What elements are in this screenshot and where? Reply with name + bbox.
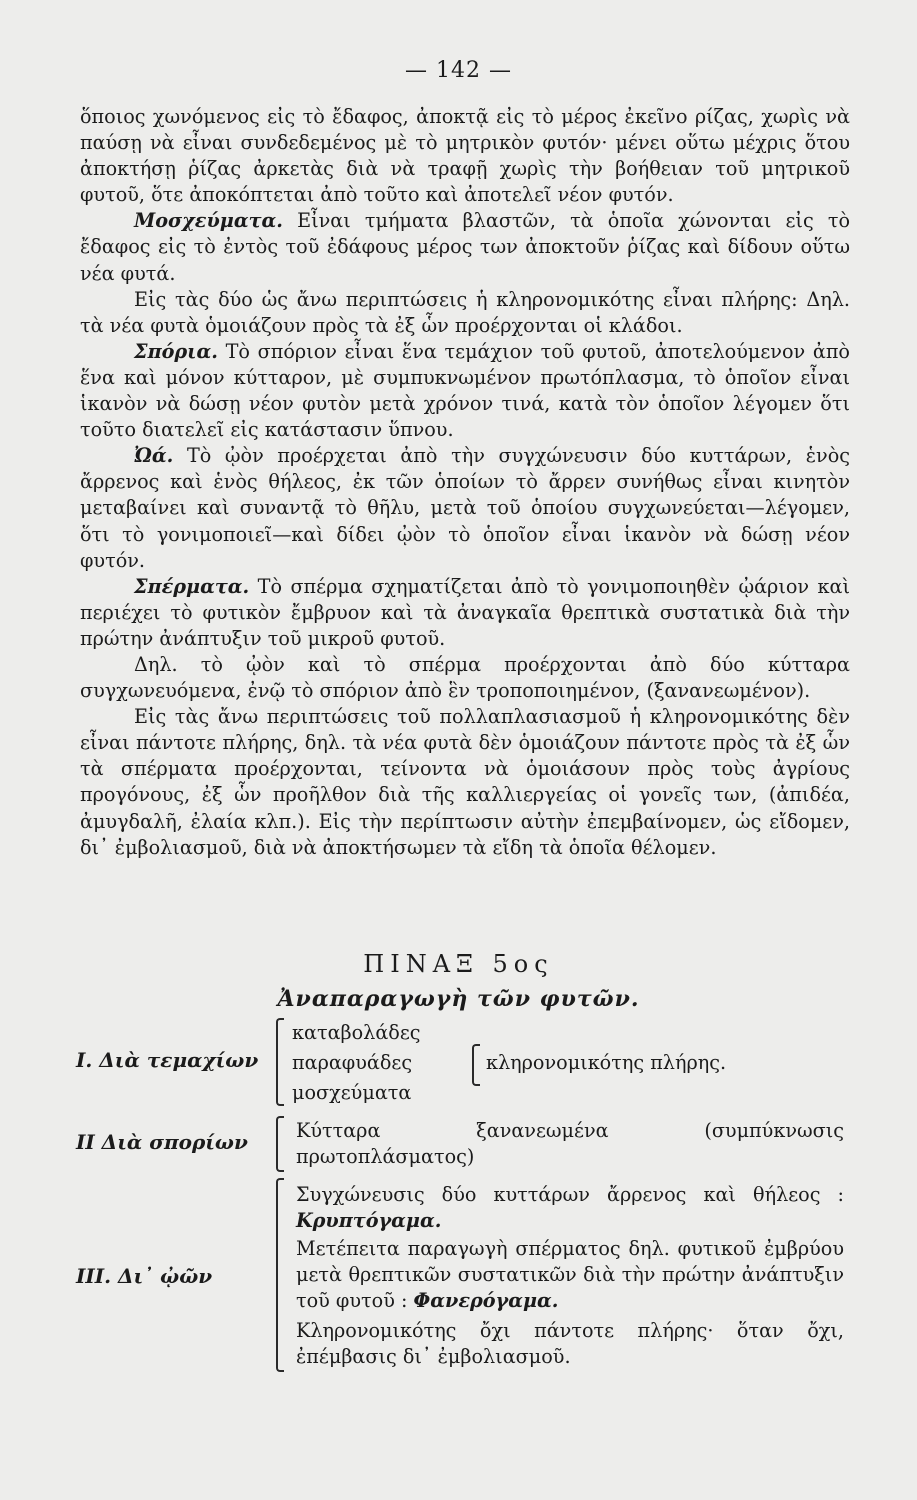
paragraph-lead: Ὠά. xyxy=(134,444,174,468)
paragraph-1: ὅποιος χωνόμενος εἰς τὸ ἔδαφος, ἀποκτᾷ εἰς τὸ μέρος ἐκεῖνο ρίζας, χωρὶς νὰ παύσῃ νὰ εἶναι συνδεδεμένος μὲ τὸ μητρικὸν φυτόν· μένει οὕτω μέχρις ὅτου ἀποκτήσῃ ῥίζας ἀρκετὰς διὰ νὰ τραφῇ χωρὶς τὴν βοήθειαν τοῦ μητρικοῦ φυτοῦ, ὅτε ἀποκόπτεται ἀπὸ τοῦτο καὶ ἀποτελεῖ νέον φυτόν. xyxy=(80,105,850,207)
table-subtitle: Ἀναπαραγωγὴ τῶν φυτῶν. xyxy=(277,986,640,1012)
table-entry: Μετέπειτα παραγωγὴ σπέρματος δηλ. φυτικοῦ ἐμβρύου μετὰ θρεπτικῶν συστατικῶν διὰ τὴν πρώτην ἀνάπτυξιν τοῦ φυτοῦ : Φανερόγαμα. xyxy=(296,1237,844,1312)
paragraph-moscheumata: Μοσχεύματα. Εἶναι τμήματα βλαστῶν, τὰ ὁποῖα χώνονται εἰς τὸ ἔδαφος εἰς τὸ ἐντὸς τοῦ ἐδάφους μέρος των ἀποκτοῦν ῥίζας καὶ δίδουν οὕτω νέα φυτά. xyxy=(80,209,850,285)
table-text: Κύτταρα ξανανεωμένα (συμπύκνωσις πρωτοπλάσματος) xyxy=(296,1119,844,1168)
table-note: κληρονομικότης πλήρης. xyxy=(486,1051,727,1074)
table-item: παραφυάδες xyxy=(292,1051,413,1074)
paragraph-oa: Ὠά. Τὸ ᾠὸν προέρχεται ἀπὸ τὴν συγχώνευσιν δύο κυττάρων, ἑνὸς ἄρρενος καὶ ἑνὸς θήλεος, ἐκ τῶν ὁποίων τὸ ἄρρεν συνήθως εἶναι κινητὸν μεταβαίνει καὶ συναντᾷ τὸ θῆλυ, μετὰ τοῦ ὁποίου συγχωνεύεται—λέγομεν, ὅτι τὸ γονιμοποιεῖ—καὶ δίδει ᾠὸν τὸ ὁποῖον εἶναι ἱκανὸν νὰ δώσῃ νέον φυτόν. xyxy=(80,444,850,572)
table-row-label-1: I. Διὰ τεμαχίων xyxy=(76,1048,259,1072)
brace xyxy=(472,1044,480,1086)
table-row-label-2: II Διὰ σπορίων xyxy=(76,1130,248,1154)
paragraph-spermata: Σπέρματα. Τὸ σπέρμα σχηματίζεται ἀπὸ τὸ γονιμοποιηθὲν ᾠάριον καὶ περιέχει τὸ φυτικὸν ἔμβρυον καὶ τὰ ἀναγκαῖα θρεπτικὰ συστατικὰ διὰ τὴν πρώτην ἀνάπτυξιν τοῦ μικροῦ φυτοῦ. xyxy=(80,574,850,650)
paragraph-sporia: Σπόρια. Τὸ σπόριον εἶναι ἕνα τεμάχιον τοῦ φυτοῦ, ἀποτελούμενον ἀπὸ ἕνα καὶ μόνον κύτταρον, μὲ συμπυκνωμένον πρωτόπλασμα, τὸ ὁποῖον εἶναι ἱκανὸν νὰ δώσῃ νέον φυτὸν μετὰ χρόνον τινά, κατὰ τὸν ὁποῖον λέγομεν ὅτι τοῦτο διατελεῖ εἰς κατάστασιν ὕπνου. xyxy=(80,339,850,442)
paragraph-lead: Σπέρματα. xyxy=(134,574,250,598)
table-title: ΠΙΝΑΞ 5ος xyxy=(363,950,554,978)
table-entry: Κληρονομικότης ὄχι πάντοτε πλήρης· ὅταν ὄχι, ἐπέμβασις δι᾿ ἐμβολιασμοῦ. xyxy=(296,1319,844,1368)
brace xyxy=(276,1018,284,1106)
table-row-label-3: III. Δι᾿ ᾠῶν xyxy=(76,1264,213,1288)
table-term: Φανερόγαμα. xyxy=(413,1289,559,1312)
paragraph-7: Δηλ. τὸ ᾠὸν καὶ τὸ σπέρμα προέρχονται ἀπὸ δύο κύτταρα συγχωνευόμενα, ἐνῷ τὸ σπόριον ἀπὸ ἓν τροποποιημένον, (ξανανεωμένον). xyxy=(80,652,850,703)
paragraph-8: Εἰς τὰς ἄνω περιπτώσεις τοῦ πολλαπλασιασμοῦ ἡ κληρονομικότης δὲν εἶναι πάντοτε πλήρης, δηλ. τὰ νέα φυτὰ δὲν ὁμοιάζουν πάντοτε πρὸς τὰ ἐξ ὧν τὰ σπέρματα προέρχονται, τείνοντα νὰ ὁμοιάσουν πρὸς τοὺς ἀγρίους προγόνους, ἐξ ὧν προῆλθον διὰ τῆς καλλιεργείας οἱ γονεῖς των, (ἀπιδέα, ἀμυγδαλῆ, ἐλαία κλπ.). Εἰς τὴν περίπτωσιν αὐτὴν ἐπεμβαίνομεν, ὡς εἴδομεν, δι᾿ ἐμβολιασμοῦ, διὰ νὰ ἀποκτήσωμεν τὰ εἴδη τὰ ὁποῖα θέλομεν. xyxy=(80,705,850,859)
page-number: — 142 — xyxy=(405,58,512,83)
table-item: καταβολάδες xyxy=(292,1021,421,1044)
paragraph-lead: Σπόρια. xyxy=(134,339,218,363)
brace xyxy=(276,1116,284,1172)
table-item: μοσχεύματα xyxy=(292,1081,412,1104)
paragraph-3: Εἰς τὰς δύο ὡς ἄνω περιπτώσεις ἡ κληρονομικότης εἶναι πλήρης: Δηλ. τὰ νέα φυτὰ ὁμοιάζουν πρὸς τὰ ἐξ ὧν προέρχονται οἱ κλάδοι. xyxy=(80,287,850,337)
body-text xyxy=(80,104,850,861)
table-entry: Συγχώνευσις δύο κυττάρων ἄρρενος καὶ θήλεος : Κρυπτόγαμα. xyxy=(296,1183,844,1232)
brace xyxy=(276,1178,284,1372)
table-term: Κρυπτόγαμα. xyxy=(296,1209,442,1232)
paragraph-lead: Μοσχεύματα. xyxy=(134,209,283,233)
